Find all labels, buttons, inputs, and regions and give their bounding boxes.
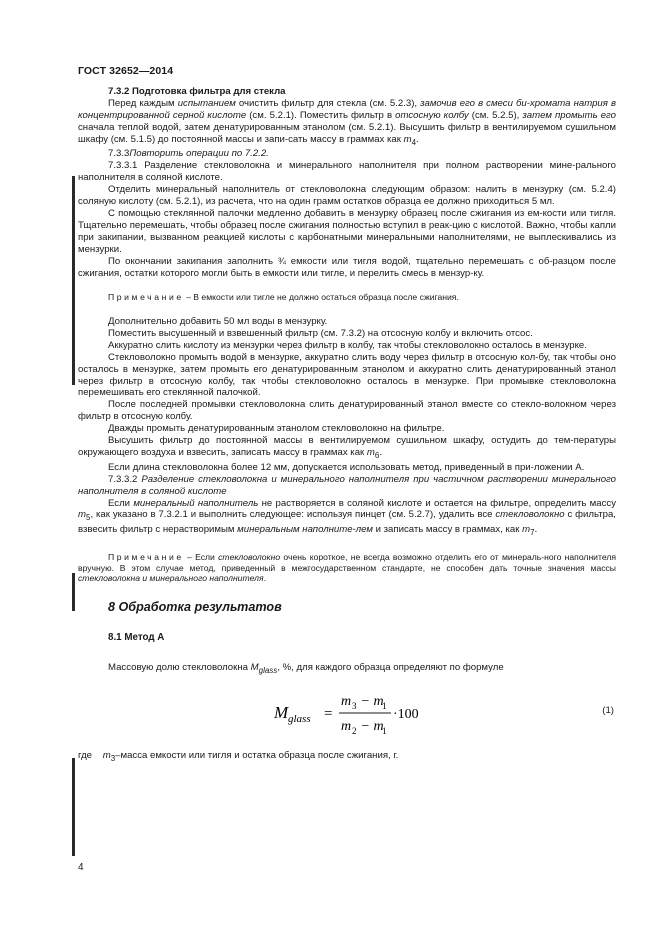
page-number: 4 — [78, 862, 84, 873]
formula-eq: = — [324, 706, 333, 723]
formula-numerator — [341, 694, 387, 711]
svg-text:− m: − m — [357, 719, 384, 735]
svg-text:− m: − m — [357, 694, 384, 710]
document-header: ГОСТ 32652—2014 — [78, 65, 174, 77]
svg-text:1: 1 — [382, 701, 387, 712]
section-heading-7-3-3-2: 7.3.3.2 Разделение стекловолокна и минерального наполнителя при частичном растворении минерального наполнителя в соляной кислоте — [78, 473, 616, 497]
svg-text:m: m — [341, 694, 352, 710]
formula-multiplier: ·100 — [393, 707, 419, 723]
section-heading-7-3-2: 7.3.2 Подготовка фильтра для стекла — [108, 86, 286, 97]
paragraph: Перед каждым испытанием очистить фильтр для стекла (см. 5.2.3), замочив его в смеси би-хромата натрия в концентрированной серной кислоте (см. 5.2.1). Поместить фильтр в отсосную колбу (см. 5.2.5), затем промыть его сначала теплой водой, затем денатурированным этанолом (см. 5.2.1). Высушить фильтр в вентилируемом сушильном шкафу (см. 5.1.5) до постоянной массы и запи-сать массу в граммах как $m_4$. — [78, 97, 616, 147]
svg-text:m: m — [341, 719, 352, 735]
where-clause: где $m_3$–масса емкости или тигля и остатка образца после сжигания, г. — [78, 750, 399, 764]
equation-number: (1) — [602, 705, 614, 717]
revision-bar — [72, 758, 75, 856]
revision-bar — [72, 176, 75, 385]
paragraph: Высушить фильтр до постоянной массы в вентилируемом сушильном шкафу, остудить до тем-пературы окружающего воздуха и взвесить, записать массу в граммах как $m_6$. — [78, 435, 616, 460]
paragraph: С помощью стеклянной палочки медленно добавить в мензурку образец после сжигания из ем-кости или тигля. Тщательно перемешать, чтобы образец после сжигания полностью вступил в реак-цию с кислотой. Важно, чтобы капли при закипании, вызванном реакцией кислоты с карбонатными минеральными наполнителями, не выплескивались из мензурки. — [78, 207, 616, 255]
revision-bar — [72, 573, 75, 611]
section-heading-8-1: 8.1 Метод А — [108, 631, 165, 643]
paragraph: Дважды промыть денатурированным этанолом стекловолокно на фильтре. — [108, 423, 445, 435]
note: Примечание – В емкости или тигле не должно остаться образца после сжигания. — [108, 292, 459, 303]
paragraph: Отделить минеральный наполнитель от стекловолокна следующим образом: налить в мензурку (см. 5.2.4) соляную кислоту (см. 5.2.1), из расчета, что на один грамм остатков образца ее должно приходиться 5 мл. — [78, 184, 616, 208]
paragraph: Если минеральный наполнитель не растворяется в соляной кислоте и остается на фильтре, определить массу $m_5$, как указано в 7.3.2.1 и выполнить следующее: используя пинцет (см. 5.2.7), удалить все стекловолокно с фильтра, взвесить фильтр с нерастворимым минеральным наполните-лем и записать массу в граммах, как $m_7$. — [78, 497, 617, 538]
document-body — [78, 86, 616, 765]
paragraph: По окончании закипания заполнить ¾ емкости или тигля водой, тщательно перемешать с об-разцом после сжигания, остатки которого могли быть в емкости или тигле, и перелить смесь в мензур-ку. — [78, 255, 616, 279]
formula-lhs: M — [274, 703, 289, 723]
section-heading-8: 8 Обработка результатов — [108, 599, 282, 614]
paragraph: Если длина стекловолокна более 12 мм, допускается использовать метод, приведенный в при-ложении А. — [108, 461, 585, 473]
paragraph: Поместить высушенный и взвешенный фильтр (см. 7.3.2) на отсосную колбу и включить отсос. — [108, 327, 533, 339]
note: Примечание – Если стекловолокно очень короткое, не всегда возможно отделить его от минераль-ного наполнителя вручную. В этом случае метод, приведенный в межгосударственном стандарте, не способен дать точные значения массы стекловолокна и минерального наполнителя. — [78, 552, 616, 584]
formula — [274, 688, 514, 738]
paragraph: После последней промывки стекловолокна слить денатурированный этанол вместе со стекло-волокном через фильтр в отсосную колбу. — [78, 399, 616, 423]
formula-lhs-sub: glass — [288, 713, 311, 726]
paragraph: Дополнительно добавить 50 мл воды в мензурку. — [108, 316, 328, 327]
svg-text:1: 1 — [382, 726, 387, 737]
paragraph: 7.3.3.1 Разделение стекловолокна и минерального наполнителя при полном растворении мине-рального наполнителя в соляной кислоте. — [78, 160, 616, 184]
paragraph: Аккуратно слить кислоту из мензурки через фильтр в колбу, так чтобы стекловолокно осталось в мензурке. — [108, 339, 587, 351]
paragraph: Стекловолокно промыть водой в мензурке, аккуратно слить воду через фильтр в отсосную кол-бу, так чтобы оно осталось в мензурке, затем промыть его денатурированным этанолом и аккуратно слить денатурированный этанол через фильтр в отсосную колбу, так чтобы стекловолокно осталось в мензурке. При промывке стекловолокна перемешивать его стеклянной палочкой. — [78, 351, 616, 399]
formula-row — [78, 686, 616, 740]
svg-text:2: 2 — [352, 726, 357, 737]
paragraph: 7.3.3Повторить операции по 7.2.2. — [108, 148, 269, 160]
paragraph: Массовую долю стекловолокна $M_{glass}$, %, для каждого образца определяют по формуле — [108, 661, 504, 675]
svg-text:3: 3 — [352, 701, 357, 712]
formula-denominator — [341, 719, 387, 736]
